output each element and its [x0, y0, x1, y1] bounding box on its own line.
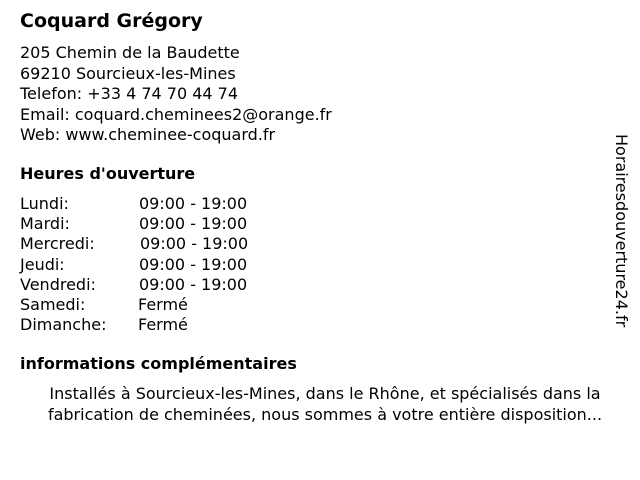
day-label: Mardi: [20, 214, 70, 234]
email-text: Email: coquard.cheminees2@orange.fr [20, 104, 332, 124]
info-line-1: Installés à Sourcieux-les-Mines, dans le Rhône, et spécialisés dans la [49, 384, 601, 403]
address-street: 205 Chemin de la Baudette [20, 43, 240, 62]
hours-row-friday [20, 275, 280, 295]
contact-block [20, 43, 332, 146]
day-label: Jeudi: [20, 254, 65, 274]
day-label: Vendredi: [20, 274, 96, 294]
website-text: Web: www.cheminee-coquard.fr [20, 125, 276, 144]
hours-row-saturday [20, 295, 280, 315]
opening-hours-table [20, 194, 280, 335]
hours-row-tuesday [20, 214, 280, 234]
day-label: Lundi: [20, 194, 69, 213]
hours-row-monday [20, 194, 280, 214]
day-label: Samedi: [20, 294, 86, 314]
site-watermark: Horairesdouverture24.fr [612, 134, 631, 328]
opening-hours-heading: Heures d'ouverture [20, 164, 196, 183]
info-line-2: fabrication de cheminées, nous sommes à votre entière disposition... [47, 405, 603, 424]
hours-value: Fermé [138, 294, 188, 314]
hours-value: 09:00 - 19:00 [139, 274, 248, 294]
hours-value: Fermé [138, 315, 188, 335]
business-name: Coquard Grégory [20, 10, 203, 32]
phone-text: Telefon: +33 4 74 70 44 74 [20, 84, 239, 103]
hours-value: 09:00 - 19:00 [140, 234, 249, 254]
address-city: 69210 Sourcieux-les-Mines [20, 63, 236, 83]
hours-value: 09:00 - 19:00 [139, 214, 248, 234]
additional-info-text [20, 383, 630, 425]
hours-row-wednesday [20, 234, 280, 254]
hours-row-sunday [20, 315, 280, 335]
day-label: Mercredi: [20, 234, 95, 254]
day-label: Dimanche: [20, 315, 107, 335]
additional-info-heading: informations complémentaires [20, 354, 297, 373]
hours-value: 09:00 - 19:00 [139, 194, 248, 213]
hours-value: 09:00 - 19:00 [139, 254, 248, 274]
hours-row-thursday [20, 255, 280, 275]
